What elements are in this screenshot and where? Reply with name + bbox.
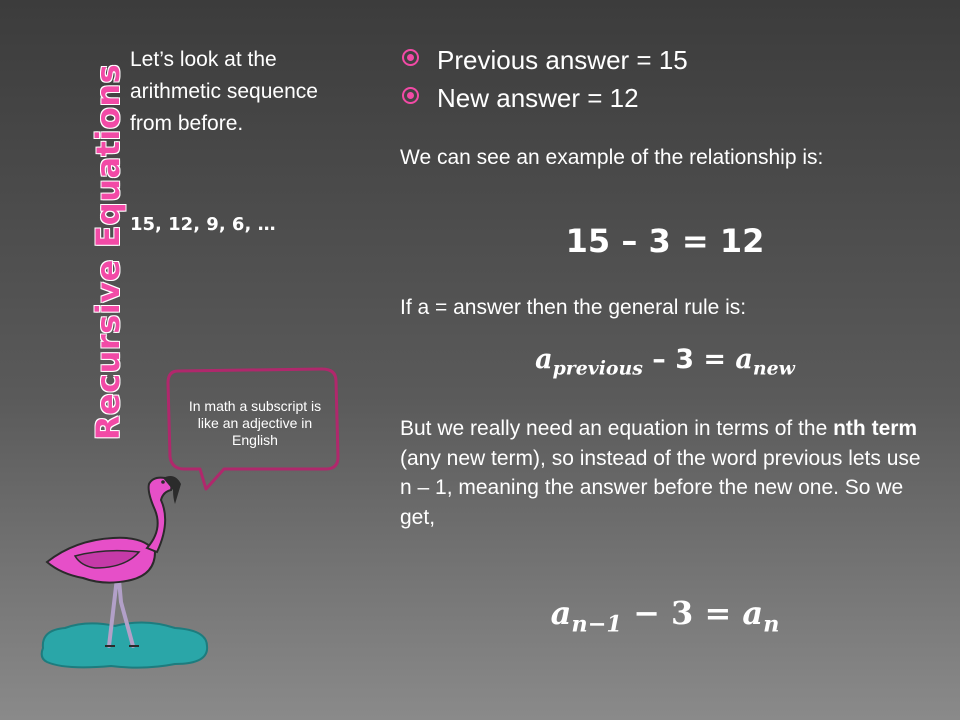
bullet-previous-answer (402, 42, 922, 78)
bubble-text: In math a subscript is like an adjective in English (188, 398, 322, 448)
slide-title: Recursive Equations (89, 63, 127, 441)
sequence-text: 15, 12, 9, 6, … (130, 214, 276, 235)
para3-after: (any new term), so instead of the word previous lets use n – 1, meaning the answer before the new one. So we get, (400, 446, 921, 529)
para3-before: But we really need an equation in terms of the (400, 417, 834, 440)
bullet-icon (402, 87, 419, 104)
eq3-sub-left: n−1 (571, 611, 622, 638)
flamingo-icon (35, 470, 225, 675)
water-icon (42, 622, 207, 667)
equation-example: 15 – 3 = 12 (565, 222, 765, 260)
eq2-sub-left: previous (552, 357, 643, 380)
bullet-icon (402, 49, 419, 66)
eq2-base-left: a (535, 344, 553, 375)
equation-recursive (400, 594, 930, 637)
intro-text: Let’s look at the arithmetic sequence from before. (130, 48, 318, 135)
bullet-label: Previous answer = 15 (437, 45, 688, 75)
para-example: We can see an example of the relationship is: (400, 146, 824, 169)
bullet-new-answer (402, 80, 922, 116)
para-nth-term (400, 414, 930, 532)
eq3-base-left: a (550, 594, 572, 632)
para-general-rule: If a = answer then the general rule is: (400, 296, 747, 319)
eq2-sub-right: new (752, 357, 795, 380)
eq3-sub-right: n (763, 611, 780, 638)
eq3-base-right: a (742, 594, 764, 632)
para3-bold: nth term (833, 417, 918, 440)
eq2-middle: – 3 = (642, 344, 736, 375)
equation-general (400, 344, 930, 379)
eq2-base-right: a (735, 344, 753, 375)
bullet-label: New answer = 12 (437, 83, 639, 113)
eq3-middle: − 3 = (621, 594, 743, 632)
